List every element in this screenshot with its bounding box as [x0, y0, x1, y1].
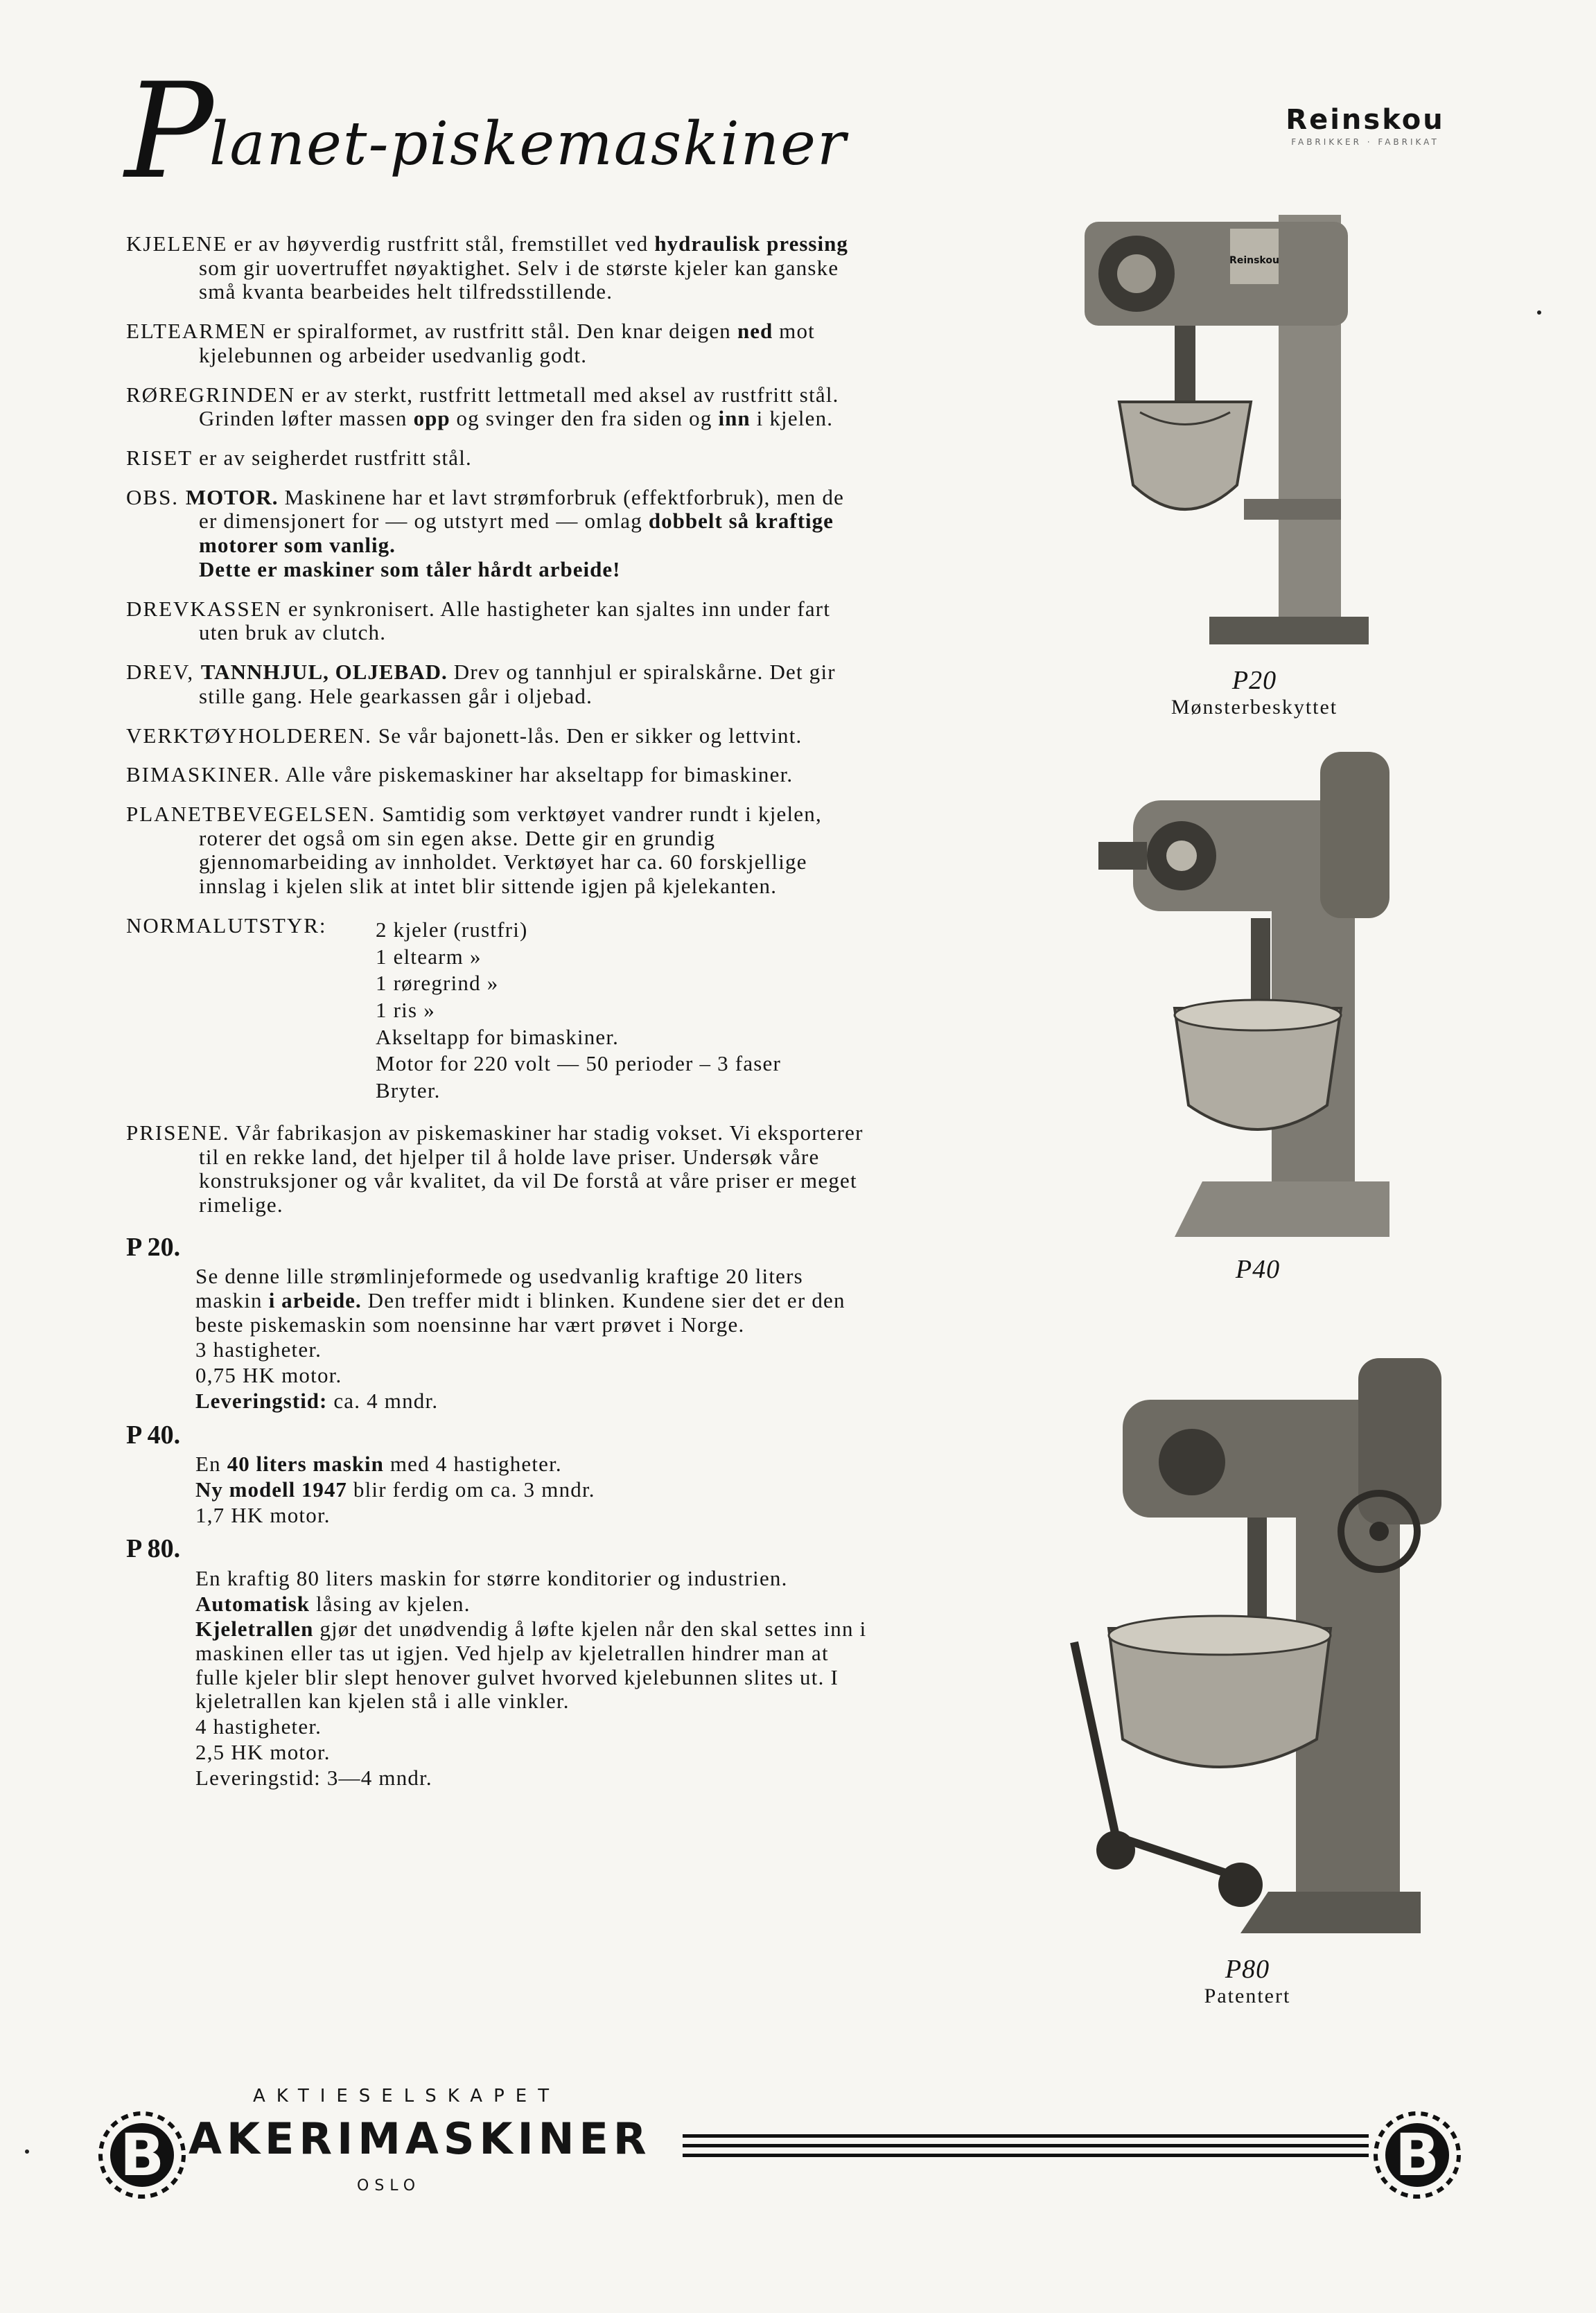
caption-p40 [1112, 1254, 1403, 1285]
caption-model: P40 [1235, 1255, 1281, 1284]
brand-logo [1275, 104, 1455, 159]
gear-logo-icon [97, 2103, 187, 2207]
footer-city: OSLO [357, 2177, 421, 2195]
equipment-item: 2 kjeler (rustfri) [376, 917, 528, 942]
footer-company-name: AKERIMASKINER [188, 2113, 651, 2164]
model-p20: P 20. Se denne lille strømlinjeformede og usedvanlig kraftige 20 liters maskin i arbeide. Den treffer midt i blinken. Kundene sier det er den beste piskemaskin som noensinne har vært prøvet i Norge. 3 hastigheter. 0,75 HK motor. Leveringstid: ca. 4 mndr. [126, 1233, 868, 1414]
section-planetbevegelsen: PLANETBEVEGELSEN. Samtidig som verktøyet vandrer rundt i kjelen, roterer det også om sin egen akse. Dette gir en grundig gjennomarbeiding av innholdet. Verktøyet har ca. 60 forskjellige innslag i kjelen slik at intet blir sittende igjen på kjelekanten. [126, 801, 822, 899]
section-riset: RISET er av seigherdet rustfritt stål. [126, 446, 472, 470]
equipment-item: 1 røregrind » [376, 971, 499, 996]
section-drev-tannhjul: DREV, TANNHJUL, OLJEBAD. Drev og tannhjul er spiralskårne. Det gir stille gang. Hele gearkassen går i oljebad. [126, 660, 836, 708]
logo-letter: B [119, 2121, 165, 2189]
model-heading: P 80. [126, 1534, 181, 1564]
page-title [125, 55, 956, 208]
brand-subtitle: FABRIKKER · FABRIKAT [1291, 137, 1439, 147]
model-p80: P 80. En kraftig 80 liters maskin for større konditorier og industrien. Automatisk låsing av kjelen. Kjeletrallen gjør det unødvendig å løfte kjelen når den skal settes inn i maskinen eller tas ut igjen. Ved hjelp av kjeletrallen hindrer man at fulle kjeler blir slept henover gulvet hvorved kjelebunnen slites ut. I kjeletrallen kan kjelen stå i alle vinkler. 4 hastigheter. 2,5 HK motor. Leveringstid: 3—4 mndr. [126, 1534, 867, 1790]
machine-plate-text: Reinskou [1229, 255, 1279, 266]
brand-name: Reinskou [1286, 104, 1445, 136]
section-bimaskiner: BIMASKINER. Alle våre piskemaskiner har akseltapp for bimaskiner. [126, 762, 793, 787]
section-verktoyholderen: VERKTØYHOLDEREN. Se vår bajonett-lås. Den er sikker og lettvint. [126, 723, 803, 748]
caption-p80 [1095, 1954, 1400, 2008]
section-drevkassen: DREVKASSEN er synkronisert. Alle hastigheter kan sjaltes inn under fart uten bruk av clutch. [126, 596, 831, 645]
equipment-item: 1 ris » [376, 997, 435, 1022]
model-p40: P 40. En 40 liters maskin med 4 hastigheter. Ny modell 1947 blir ferdig om ca. 3 mndr. 1,7 HK motor. [126, 1421, 868, 1528]
model-heading: P 40. [126, 1420, 181, 1450]
logo-letter: B [1394, 2121, 1440, 2189]
title-initial: P [125, 55, 215, 208]
section-motor: OBS. MOTOR. Maskinene har et lavt strømforbruk (effektforbruk), men de er dimensjonert for — og utstyrt med — omlag dobbelt så kraftige motorer som vanlig. Dette er maskiner som tåler hårdt arbeide! [126, 484, 845, 581]
gear-logo-icon [1372, 2103, 1462, 2207]
description-column [126, 232, 868, 1797]
motor-emphasis: Dette er maskiner som tåler hårdt arbeide! [199, 556, 621, 581]
caption-model: P20 [1231, 666, 1277, 695]
section-eltearmen: ELTEARMEN er spiralformet, av rustfritt stål. Den knar deigen ned mot kjelebunnen og arbeider usedvanlig godt. [126, 319, 815, 367]
caption-note: Patentert [1204, 1985, 1291, 2007]
equipment-items [376, 918, 781, 1106]
footer-company-type: AKTIESELSKAPET [253, 2086, 561, 2107]
mixer-p80-photo [1033, 1351, 1462, 1947]
footer-rule [683, 2134, 1369, 2165]
equipment-item: Motor for 220 volt — 50 perioder – 3 faser [376, 1051, 782, 1076]
model-heading: P 20. [126, 1232, 181, 1262]
section-kjelene: KJELENE er av høyverdig rustfritt stål, fremstillet ved hydraulisk pressing som gir uovertruffet nøyaktighet. Selv i de største kjeler kan ganske små kvanta bearbeides helt tilfredsstillende. [126, 231, 848, 304]
equipment-item: 1 eltearm » [376, 944, 482, 969]
print-speck [25, 2149, 29, 2154]
mixer-p20-photo [1071, 208, 1376, 658]
mixer-p40-photo [1091, 738, 1417, 1251]
caption-model: P80 [1225, 1955, 1270, 1984]
equipment-label: NORMALUTSTYR: [126, 913, 327, 938]
equipment-item: Bryter. [376, 1078, 441, 1103]
footer-brand [97, 2086, 1476, 2217]
section-roregrinden: RØREGRINDEN er av sterkt, rustfritt lettmetall med aksel av rustfritt stål. Grinden løfter massen opp og svinger den fra siden og inn i kjelen. [126, 382, 839, 431]
caption-note: Mønsterbeskyttet [1170, 696, 1338, 719]
section-prisene: PRISENE. Vår fabrikasjon av piskemaskiner har stadig vokset. Vi eksporterer til en rekke land, det hjelper til å holde lave priser. Undersøk våre konstruksjoner og vår kvalitet, da vil De forstå at våre priser er meget rimelige. [126, 1120, 863, 1217]
caption-p20 [1109, 665, 1400, 719]
title-text: lanet-piskemaskiner [209, 109, 848, 179]
equipment-list [126, 914, 868, 1106]
equipment-item: Akseltapp for bimaskiner. [376, 1024, 620, 1049]
print-speck [1537, 310, 1541, 315]
